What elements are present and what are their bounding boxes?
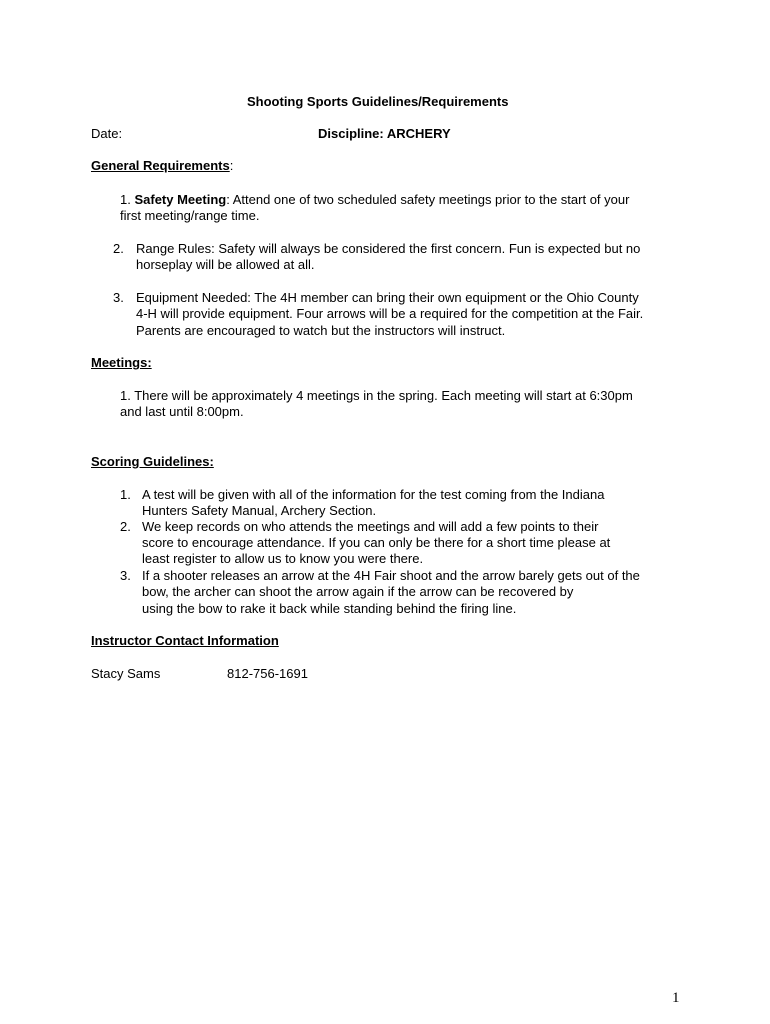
page-number: 1 — [672, 990, 680, 1006]
contact-heading: Instructor Contact Information — [91, 633, 279, 648]
general-item-1-line1 — [120, 192, 629, 208]
general-requirements-heading-text: General Requirements — [91, 158, 230, 173]
contact-name: Stacy Sams — [91, 666, 161, 681]
scoring-item-3-line2: bow, the archer can shoot the arrow again if the arrow can be recovered by — [142, 584, 574, 599]
meetings-item-1-number: 1. — [120, 388, 131, 403]
meetings-item-1-line1 — [120, 388, 633, 404]
scoring-item-2-number: 2. — [120, 519, 131, 534]
date-label: Date: — [91, 126, 123, 141]
general-requirements-heading-colon: : — [229, 158, 234, 173]
general-item-3-line1: Equipment Needed: The 4H member can bring their own equipment or the Ohio County — [136, 290, 639, 305]
general-requirements-heading — [91, 158, 233, 174]
general-item-2-line1: Range Rules: Safety will always be considered the first concern. Fun is expected but no — [136, 241, 641, 256]
general-item-3-line2: 4-H will provide equipment. Four arrows will be a required for the competition at the Fair. — [136, 306, 644, 321]
scoring-item-3-number: 3. — [120, 568, 131, 583]
general-item-2-line2: horseplay will be allowed at all. — [136, 257, 315, 272]
general-item-1-line2: first meeting/range time. — [120, 208, 260, 223]
contact-phone: 812-756-1691 — [227, 666, 308, 681]
scoring-item-1-line2: Hunters Safety Manual, Archery Section. — [142, 503, 377, 518]
general-item-3-line3: Parents are encouraged to watch but the instructors will instruct. — [136, 323, 506, 338]
scoring-item-3-line1: If a shooter releases an arrow at the 4H Fair shoot and the arrow barely gets out of the — [142, 568, 640, 583]
general-item-1-number: 1. — [120, 192, 131, 207]
scoring-item-2-line1: We keep records on who attends the meetings and will add a few points to their — [142, 519, 599, 534]
general-item-1-bold: Safety Meeting — [134, 192, 227, 207]
scoring-item-3-line3: using the bow to rake it back while standing behind the firing line. — [142, 601, 517, 616]
scoring-heading: Scoring Guidelines: — [91, 454, 214, 469]
scoring-item-2-line2: score to encourage attendance. If you can only be there for a short time please at — [142, 535, 611, 550]
meetings-heading: Meetings: — [91, 355, 152, 370]
meetings-item-1-line2: and last until 8:00pm. — [120, 404, 244, 419]
general-item-1-text: : Attend one of two scheduled safety meetings prior to the start of your — [226, 192, 630, 207]
scoring-item-2-line3: least register to allow us to know you were there. — [142, 551, 424, 566]
discipline-label: Discipline: ARCHERY — [318, 126, 451, 141]
meetings-item-1-text: There will be approximately 4 meetings in the spring. Each meeting will start at 6:30pm — [134, 388, 633, 403]
scoring-item-1-line1: A test will be given with all of the information for the test coming from the Indiana — [142, 487, 605, 502]
scoring-item-1-number: 1. — [120, 487, 131, 502]
general-item-2-number: 2. — [113, 241, 124, 256]
document-title: Shooting Sports Guidelines/Requirements — [247, 94, 509, 109]
general-item-3-number: 3. — [113, 290, 124, 305]
